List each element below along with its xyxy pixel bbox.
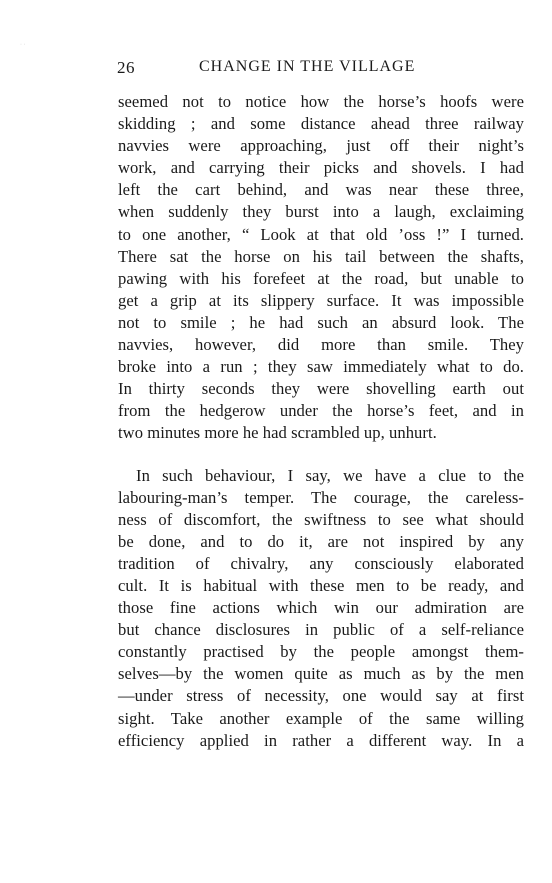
text-line: navvies were approaching, just off their night’s xyxy=(118,136,524,156)
paragraph-1 xyxy=(118,91,524,445)
text-line: seemed not to notice how the horse’s hoofs were xyxy=(118,92,524,111)
scan-speck: · · xyxy=(20,42,26,48)
text-line: tradition of chivalry, any consciously elaborated xyxy=(118,553,524,573)
text-line: pawing with his forefeet at the road, but unable to xyxy=(118,268,524,288)
text-line: —under stress of necessity, one would say at first xyxy=(118,686,524,706)
running-title: CHANGE IN THE VILLAGE xyxy=(199,58,416,75)
text-line: ness of discomfort, the swiftness to see what should xyxy=(118,509,524,529)
text-line: work, and carrying their picks and shovels. I had xyxy=(118,158,524,178)
text-line: skidding ; and some distance ahead three railway xyxy=(118,114,524,134)
body-text xyxy=(118,91,524,752)
text-line: when suddenly they burst into a laugh, exclaiming xyxy=(118,202,524,222)
text-line: In thirty seconds they were shovelling earth out xyxy=(118,379,524,399)
text-line: not to smile ; he had such an absurd look. The xyxy=(118,312,524,332)
text-line: constantly practised by the people amongst them- xyxy=(118,642,524,662)
text-line: sight. Take another example of the same willing xyxy=(118,708,524,728)
text-line: selves—by the women quite as much as by the men xyxy=(118,664,524,684)
text-line: those fine actions which win our admiration are xyxy=(118,598,524,618)
text-line: There sat the horse on his tail between the shafts, xyxy=(118,246,524,266)
text-line: In such behaviour, I say, we have a clue to the xyxy=(136,465,524,485)
text-line: be done, and to do it, are not inspired by any xyxy=(118,531,524,551)
text-line: get a grip at its slippery surface. It was impossible xyxy=(118,290,524,310)
text-line: cult. It is habitual with these men to be ready, and xyxy=(118,575,524,595)
text-line: left the cart behind, and was near these three, xyxy=(118,180,524,200)
paragraph-2 xyxy=(118,465,524,752)
text-line: efficiency applied in rather a different way. In a xyxy=(118,730,524,750)
text-line: to one another, “ Look at that old ’oss !” I turned. xyxy=(118,224,524,244)
page-header xyxy=(117,58,525,80)
page-number: 26 xyxy=(117,58,135,77)
text-line: from the hedgerow under the horse’s feet, and in xyxy=(118,401,524,421)
text-line: broke into a run ; they saw immediately what to do. xyxy=(118,357,524,377)
text-line: navvies, however, did more than smile. They xyxy=(118,335,524,355)
text-line: but chance disclosures in public of a self-reliance xyxy=(118,620,524,640)
text-line: two minutes more he had scrambled up, unhurt. xyxy=(118,423,437,443)
text-line: labouring-man’s temper. The courage, the careless- xyxy=(118,487,524,507)
